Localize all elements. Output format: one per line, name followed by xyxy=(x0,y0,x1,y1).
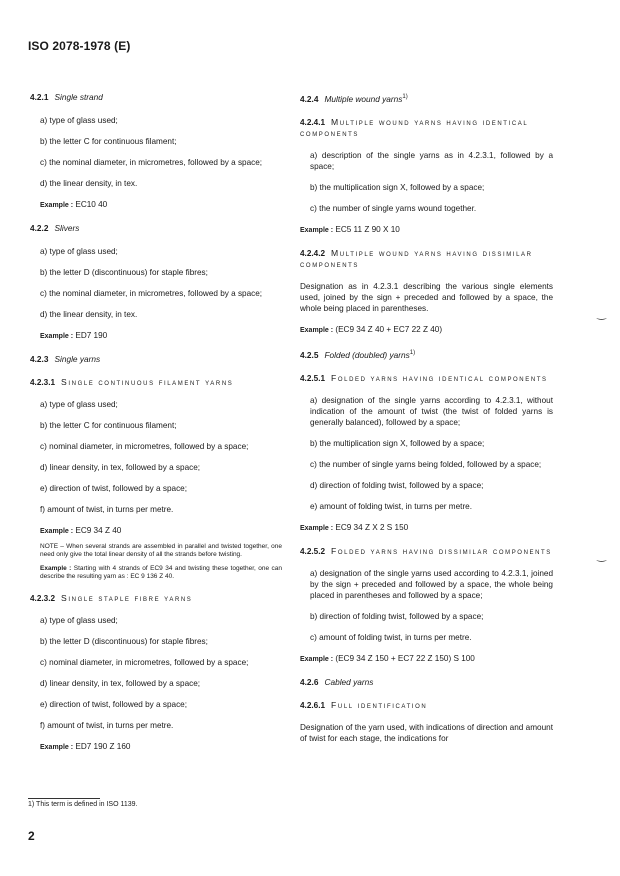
list-item: c) the nominal diameter, in micrometres, followed by a space; xyxy=(40,289,263,298)
example-line: Example : EC5 11 Z 90 X 10 xyxy=(300,224,400,234)
list-item: b) the letter C for continuous filament; xyxy=(40,421,177,430)
footnote: 1) This term is defined in ISO 1139. xyxy=(28,801,138,808)
left-column xyxy=(30,92,282,765)
section-4-2-2-heading: 4.2.2 Slivers xyxy=(30,223,80,233)
section-4-2-6-heading: 4.2.6 Cabled yarns xyxy=(300,676,374,687)
list-item: c) nominal diameter, in micrometres, followed by a space; xyxy=(40,658,249,667)
list-item: e) direction of twist, followed by a space; xyxy=(40,700,187,709)
example-line: Example : (EC9 34 Z 150 + EC7 22 Z 150) S 100 xyxy=(300,653,475,663)
list-item: c) nominal diameter, in micrometres, followed by a space; xyxy=(40,442,249,451)
list-item: c) the nominal diameter, in micrometres, followed by a space; xyxy=(40,158,263,167)
section-4-2-3-2-heading: 4.2.3.2 Single staple fibre yarns xyxy=(30,593,193,603)
list-item: a) type of glass used; xyxy=(40,247,118,256)
list-item: b) the multiplication sign X, followed by a space; xyxy=(310,438,485,448)
list-item: c) amount of folding twist, in turns per metre. xyxy=(310,632,472,642)
list-item: d) direction of folding twist, followed by a space; xyxy=(310,480,484,490)
note: NOTE – When several strands are assembled in parallel and twisted together, one need only give the total linear density of all the strands before twisting. xyxy=(40,543,282,558)
list-item: a) designation of the single yarns used according to 4.2.3.1, joined by the sign + preceded and followed by a space, the whole being placed in parentheses and followed by a space; xyxy=(310,568,553,600)
list-item: e) amount of folding twist, in turns per metre. xyxy=(310,501,473,511)
list-item: d) linear density, in tex, followed by a space; xyxy=(40,679,201,688)
list-item: d) the linear density, in tex. xyxy=(40,179,138,188)
example-note: Example : Starting with 4 strands of EC9 34 and twisting these together, one can describe the resulting yarn as : EC 9 136 Z 40. xyxy=(40,565,282,580)
example-line: Example : (EC9 34 Z 40 + EC7 22 Z 40) xyxy=(300,324,443,334)
section-4-2-5-1-heading: 4.2.5.1 Folded yarns having identical components xyxy=(300,372,548,383)
example-line: Example : ED7 190 xyxy=(40,331,108,340)
list-item: d) linear density, in tex, followed by a space; xyxy=(40,463,201,472)
list-item: b) the multiplication sign X, followed by a space; xyxy=(310,182,485,192)
section-4-2-1-heading: 4.2.1 Single strand xyxy=(30,92,103,102)
example-line: Example : EC9 34 Z 40 xyxy=(40,526,122,535)
list-item: b) the letter D (discontinuous) for staple fibres; xyxy=(40,637,208,646)
list-item: a) designation of the single yarns according to 4.2.3.1, without indication of the amount of twist (the twist of folded yarns is generally balanced), followed by a space; xyxy=(310,395,553,427)
list-item: f) amount of twist, in turns per metre. xyxy=(40,505,174,514)
example-line: Example : EC9 34 Z X 2 S 150 xyxy=(300,522,409,532)
list-item: b) the letter D (discontinuous) for staple fibres; xyxy=(40,268,208,277)
section-4-2-5-2-heading: 4.2.5.2 Folded yarns having dissimilar components xyxy=(300,545,552,556)
list-item: b) direction of folding twist, followed by a space; xyxy=(310,611,484,621)
section-4-2-5-heading: 4.2.5 Folded (doubled) yarns$^{1)}$ xyxy=(300,349,416,360)
list-item: a) type of glass used; xyxy=(40,616,118,625)
footnote-rule xyxy=(28,798,100,799)
section-4-2-6-1-heading: 4.2.6.1 Full identification xyxy=(300,699,428,710)
list-item: a) description of the single yarns as in 4.2.3.1, followed by a space; xyxy=(310,150,553,171)
example-line: Example : EC10 40 xyxy=(40,200,108,209)
margin-mark-icon: ‿ xyxy=(597,308,606,320)
standard-header: ISO 2078-1978 (E) xyxy=(28,39,131,53)
right-column xyxy=(300,92,553,754)
section-4-2-4-1-heading: 4.2.4.1 Multiple wound yarns having identical components xyxy=(300,116,529,138)
paragraph: Designation as in 4.2.3.1 describing the various single elements used, joined by the sign + preceded and followed by a space, the whole being placed in parentheses. xyxy=(300,281,553,313)
list-item: a) type of glass used; xyxy=(40,116,118,125)
list-item: f) amount of twist, in turns per metre. xyxy=(40,721,174,730)
example-line: Example : ED7 190 Z 160 xyxy=(40,742,131,751)
list-item: a) type of glass used; xyxy=(40,400,118,409)
section-4-2-3-heading: 4.2.3 Single yarns xyxy=(30,354,101,364)
list-item: b) the letter C for continuous filament; xyxy=(40,137,177,146)
list-item: c) the number of single yarns wound together. xyxy=(310,203,477,213)
paragraph: Designation of the yarn used, with indications of direction and amount of twist for each stage, the indications for xyxy=(300,722,553,743)
list-item: c) the number of single yarns being folded, followed by a space; xyxy=(310,459,542,469)
section-4-2-4-2-heading: 4.2.4.2 Multiple wound yarns having dissimilar components xyxy=(300,247,533,269)
page-number: 2 xyxy=(28,829,35,843)
list-item: e) direction of twist, followed by a space; xyxy=(40,484,187,493)
section-4-2-4-heading: 4.2.4 Multiple wound yarns$^{1)}$ xyxy=(300,93,408,104)
list-item: d) the linear density, in tex. xyxy=(40,310,138,319)
margin-mark-icon: ‿ xyxy=(597,550,606,562)
section-4-2-3-1-heading: 4.2.3.1 Single continuous filament yarns xyxy=(30,377,234,387)
